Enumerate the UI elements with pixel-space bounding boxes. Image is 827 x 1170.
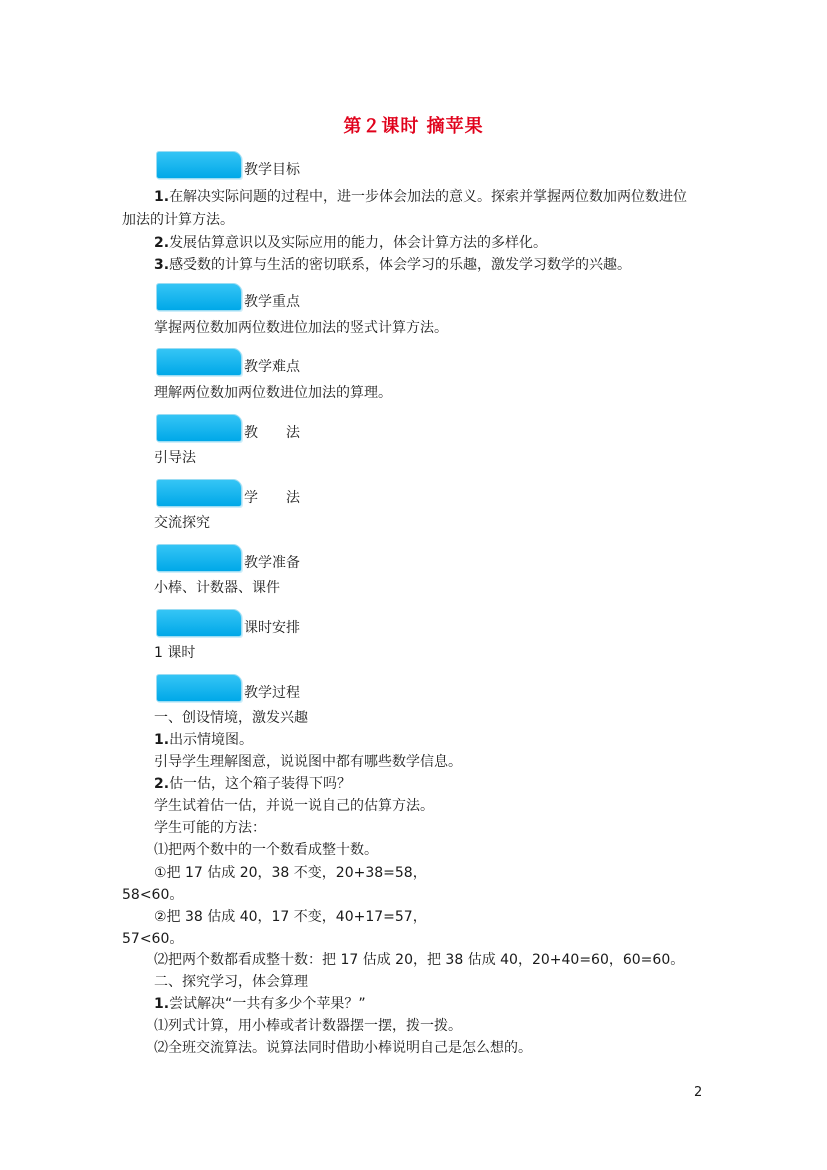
section-badge <box>156 479 242 507</box>
section-header-preparation <box>156 544 356 574</box>
section-heading: 教学准备 <box>244 555 300 571</box>
goal-item-2: 2.发展估算意识以及实际应用的能力，体会计算方法的多样化。 <box>154 235 548 251</box>
section-heading: 教 法 <box>244 425 300 441</box>
section-badge <box>156 609 242 637</box>
schedule-text: 1 课时 <box>154 645 196 661</box>
process-line: 二、探究学习，体会算理 <box>154 974 308 990</box>
section-header-learning-method <box>156 479 356 509</box>
section-heading: 教学目标 <box>244 162 300 178</box>
section-badge <box>156 674 242 702</box>
section-badge <box>156 544 242 572</box>
section-header-teaching-method <box>156 414 356 444</box>
process-line: ⑴列式计算，用小棒或者计数器摆一摆，拨一拨。 <box>154 1018 462 1034</box>
difficulties-text: 理解两位数加两位数进位加法的算理。 <box>154 385 392 401</box>
process-line: ⑴把两个数中的一个数看成整十数。 <box>154 842 378 858</box>
section-heading: 教学过程 <box>244 685 300 701</box>
goal-item-3: 3.感受数的计算与生活的密切联系，体会学习的乐趣，激发学习数学的兴趣。 <box>154 257 632 273</box>
section-heading: 学 法 <box>244 490 300 506</box>
process-line: ①把 17 估成 20，38 不变，20+38=58， <box>154 865 427 881</box>
section-header-difficulties <box>156 348 356 378</box>
process-line: 学生试着估一估，并说一说自己的估算方法。 <box>154 798 434 814</box>
teaching-method-text: 引导法 <box>154 450 196 466</box>
section-header-schedule <box>156 609 356 639</box>
process-line: 58<60。 <box>122 887 184 903</box>
section-header-goals <box>156 151 356 181</box>
section-badge <box>156 283 242 311</box>
section-heading: 课时安排 <box>244 620 300 636</box>
section-header-key-points <box>156 283 356 313</box>
process-line: ⑵把两个数都看成整十数：把 17 估成 20，把 38 估成 40，20+40=60，60=60。 <box>154 952 685 968</box>
process-line: 1.尝试解决“一共有多少个苹果？” <box>154 996 366 1012</box>
process-line: 2.估一估，这个箱子装得下吗？ <box>154 776 352 792</box>
process-line: 学生可能的方法： <box>154 820 266 836</box>
key-points-text: 掌握两位数加两位数进位加法的竖式计算方法。 <box>154 320 448 336</box>
section-badge <box>156 151 242 179</box>
section-badge <box>156 414 242 442</box>
process-line: ②把 38 估成 40，17 不变，40+17=57， <box>154 909 427 925</box>
lesson-title: 第２课时 摘苹果 <box>343 116 484 137</box>
learning-method-text: 交流探究 <box>154 515 210 531</box>
goal-item-1-cont: 加法的计算方法。 <box>122 212 234 228</box>
section-heading: 教学重点 <box>244 294 300 310</box>
section-header-process <box>156 674 356 704</box>
page-number: 2 <box>694 1085 703 1100</box>
process-line: 57<60。 <box>122 931 184 947</box>
goal-item-1: 1.在解决实际问题的过程中，进一步体会加法的意义。探索并掌握两位数加两位数进位 <box>154 189 688 205</box>
process-line: 引导学生理解图意，说说图中都有哪些数学信息。 <box>154 754 462 770</box>
process-line: 一、创设情境，激发兴趣 <box>154 710 308 726</box>
process-line: 1.出示情境图。 <box>154 732 254 748</box>
process-line: ⑵全班交流算法。说算法同时借助小棒说明自己是怎么想的。 <box>154 1040 532 1056</box>
section-badge <box>156 348 242 376</box>
preparation-text: 小棒、计数器、课件 <box>154 580 280 596</box>
section-heading: 教学难点 <box>244 359 300 375</box>
